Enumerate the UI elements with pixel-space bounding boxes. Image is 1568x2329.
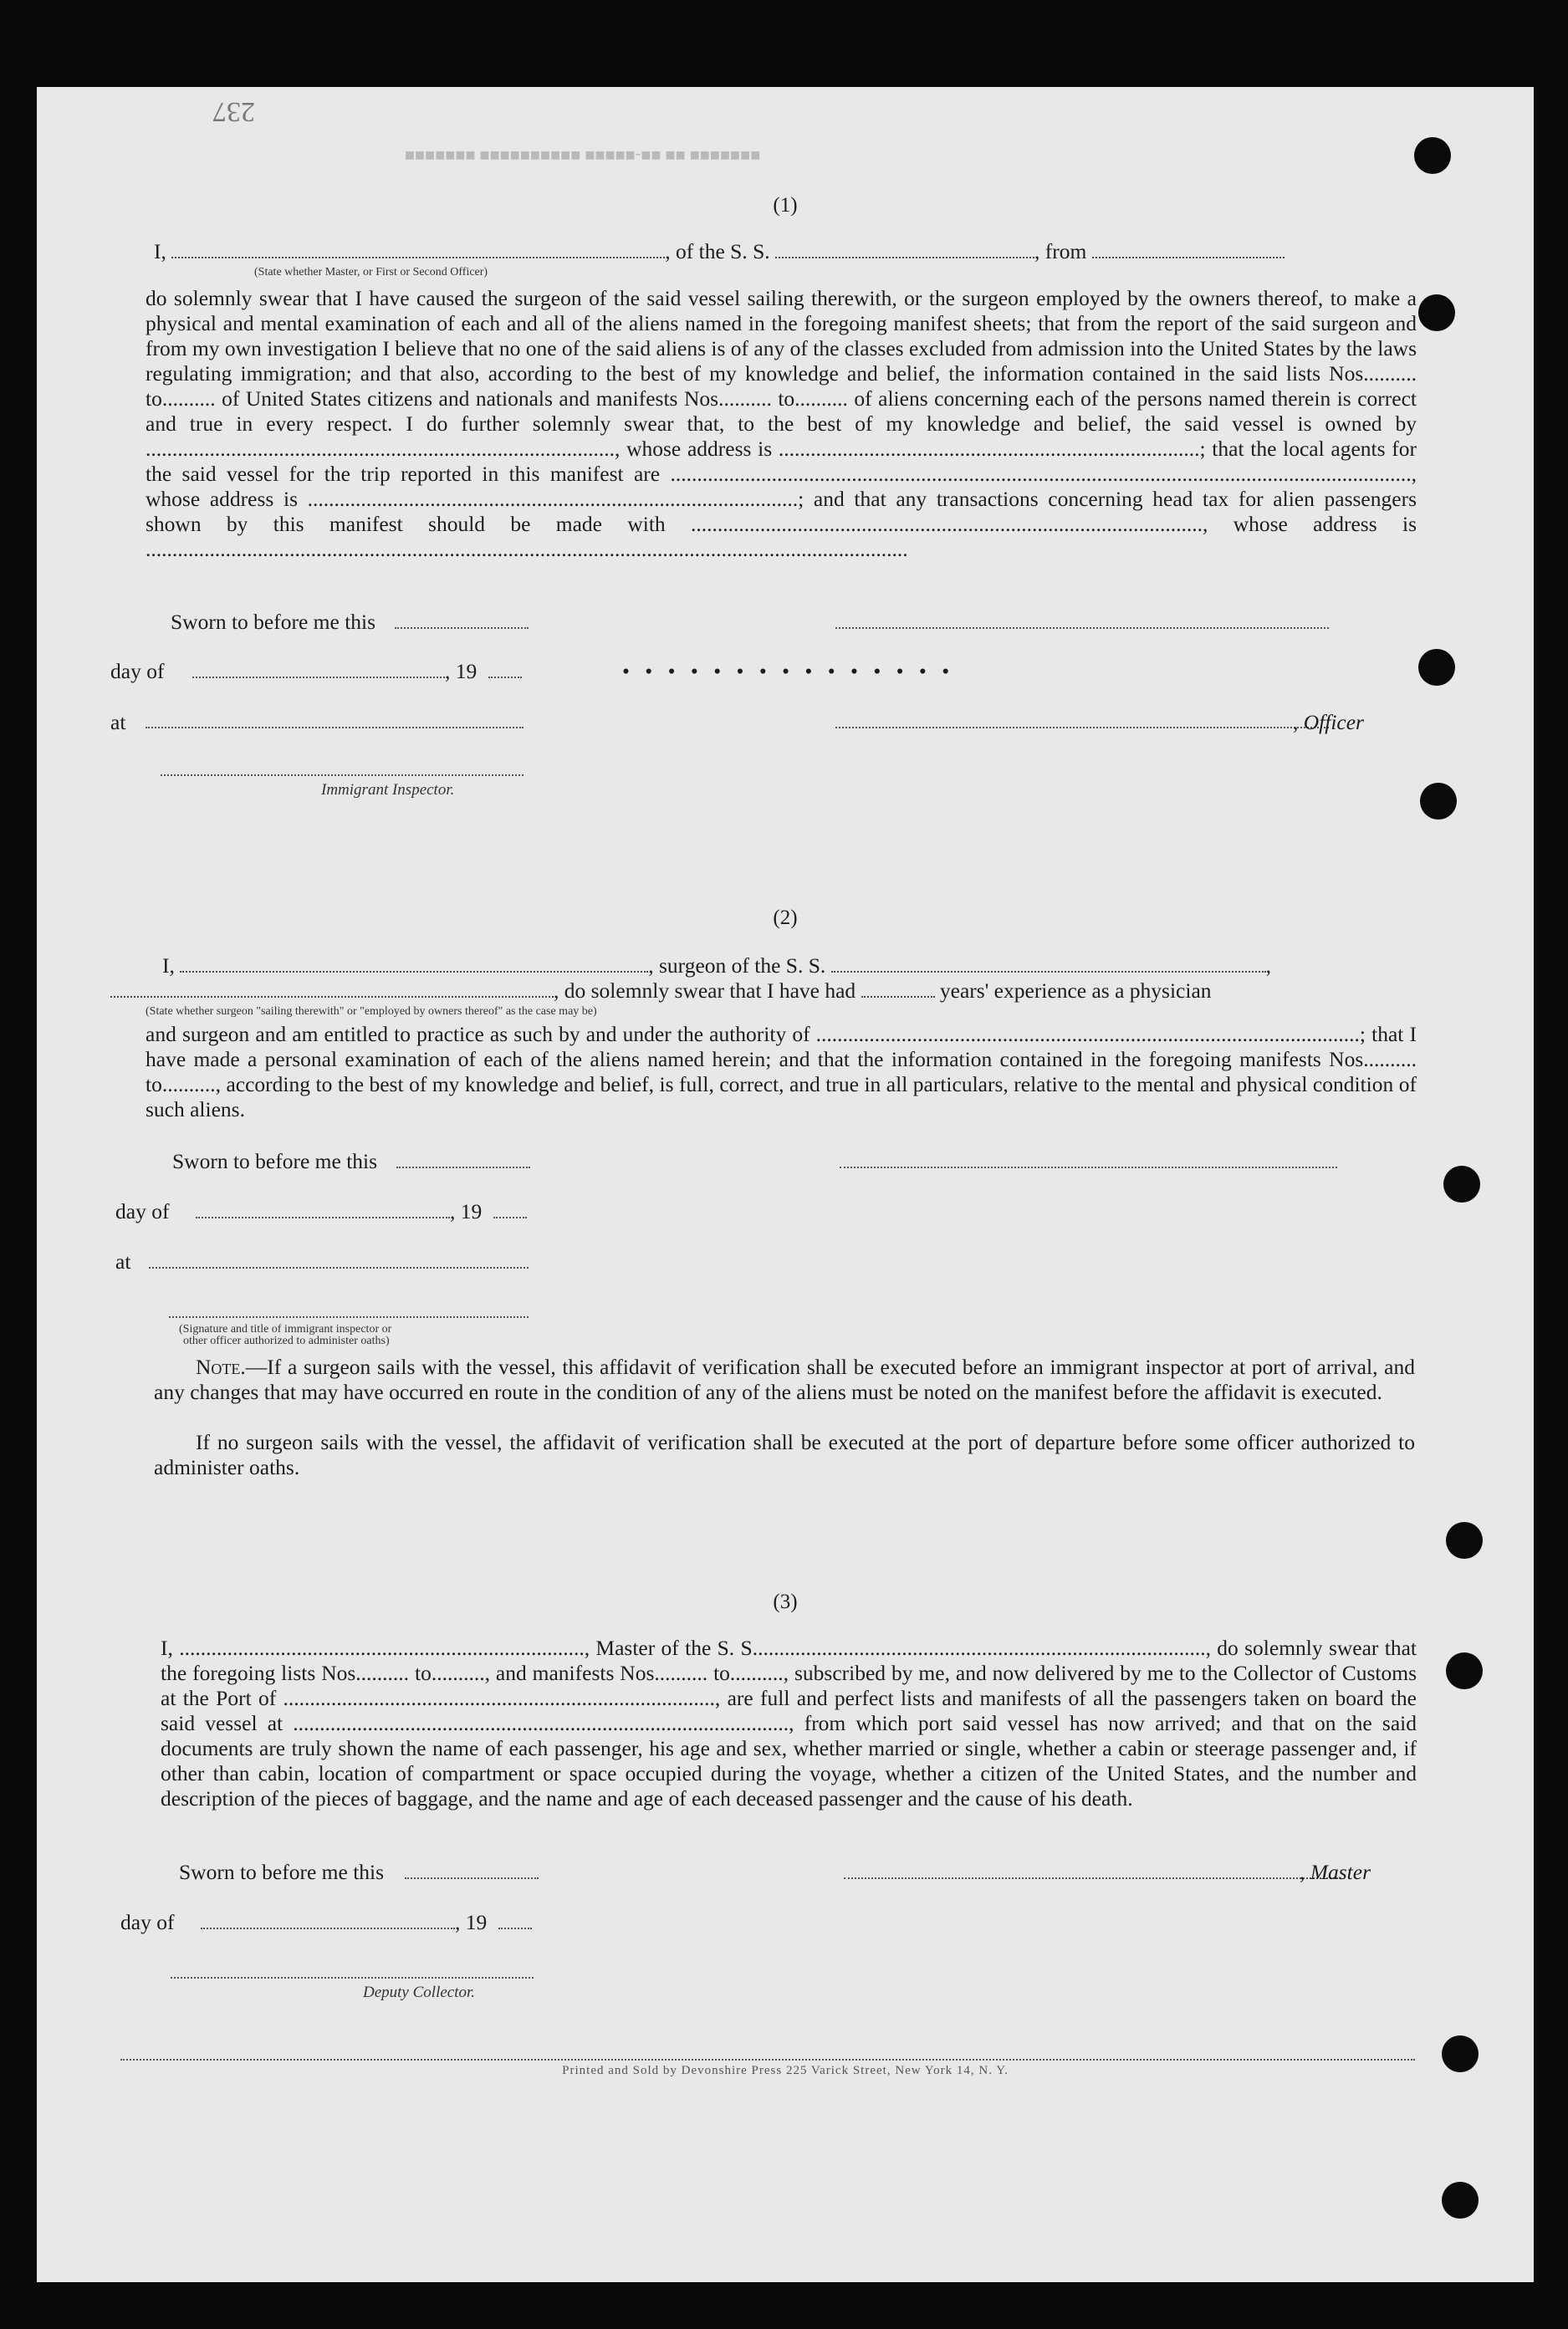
s1-sworn-field[interactable] <box>395 627 529 629</box>
s1-from-field[interactable] <box>1092 240 1285 258</box>
s1-body: do solemnly swear that I have caused the surgeon of the said vessel sailing therewith, or the surgeon employed by the owners thereof, to make a physical and mental examination of each and all of the aliens named in the foregoing manifest sheets; that from the report of the said surgeon and from my own investigation I believe that no one of the said aliens is of any of the classes excluded from admission into the United States by the laws regulating immigration; and that also, according to the best of my knowledge and belief, the information contained in the said lists Nos.......... to.......... of United States citizens and nationals and manifests Nos.......... to.......... of aliens concerning each of the persons named therein is correct and true in every respect. I do further solemnly swear that, to the best of my knowledge and belief, the said vessel is owned by ........................................................................................, whose address is ...............................................................................; that the local agents for the said vessel for the trip reported in this manifest are ..........................................................................................................................................., whose address is ............................................................................................; and that any transactions concerning head tax for alien passengers shown by this manifest should be made with ................................................................................................, whose address is ............................................................................................................................................... <box>146 286 1417 561</box>
section-2-number: (2) <box>773 907 798 929</box>
binder-hole-9 <box>1442 2182 1479 2219</box>
s3-day-of-label: day of <box>120 1910 175 1934</box>
s1-day-of-label: day of <box>110 659 165 683</box>
binder-hole-6 <box>1446 1522 1483 1559</box>
s1-ship-field[interactable] <box>775 240 1034 258</box>
binder-hole-2 <box>1418 294 1455 331</box>
s3-body: I, ............................................................................, Master of the S. S....................................................................................., do solemnly swear that the foregoing lists Nos.......... to.........., and manifests Nos.......... to.........., subscribed by me, and now delivered by me to the Collector of Customs at the Port of ................................................................................., are full and perfect lists and manifests of all the passengers taken on board the said vessel at ............................................................................................., from which port said vessel has now arrived; and that on the said documents are truly shown the name of each passenger, his age and sex, whether married or single, whether a cabin or steerage passenger and, if other than cabin, location of compartment or space occupied during the voyage, whether a citizen of the United States, and the number and description of the pieces of baggage, and the name and age of each deceased passenger and the cause of his death. <box>161 1636 1417 1811</box>
s3-collector-label: Deputy Collector. <box>363 1984 476 2001</box>
s1-from-label: , from <box>1034 239 1087 263</box>
s2-note <box>154 1355 1415 1405</box>
s1-inspector-signature-field[interactable] <box>161 774 524 776</box>
s1-year-label: , 19 <box>445 659 478 683</box>
s1-officer-title-field[interactable] <box>835 727 1329 728</box>
s2-note-text-2: If no surgeon sails with the vessel, the affidavit of verification shall be executed at the port of departure before some officer authorized to administer oaths. <box>154 1430 1415 1479</box>
s1-officer-label: , Officer <box>1293 710 1364 734</box>
s1-officer-signature-field[interactable] <box>835 627 1329 629</box>
s3-year-label: , 19 <box>455 1910 488 1934</box>
s2-i-label: I, <box>162 953 175 978</box>
s2-inspector-signature-field[interactable] <box>169 1316 529 1318</box>
s2-ship-field[interactable] <box>831 954 1266 973</box>
s2-surgeon-name-field[interactable] <box>180 954 648 973</box>
s3-master-label: , Master <box>1300 1860 1371 1884</box>
s2-year-label: , 19 <box>450 1199 483 1223</box>
s3-collector-signature-field[interactable] <box>171 1977 534 1979</box>
s2-line1: I, , surgeon of the S. S. , <box>162 953 1272 978</box>
binder-hole-3 <box>1418 649 1455 686</box>
s2-sig-caption-1: (Signature and title of immigrant inspector or <box>179 1323 392 1336</box>
binder-hole-5 <box>1443 1166 1480 1203</box>
s2-day-of-label: day of <box>115 1199 170 1223</box>
s2-at-label: at <box>115 1249 131 1274</box>
binder-hole-7 <box>1446 1652 1483 1689</box>
s2-sworn-label: Sworn to before me this <box>172 1149 378 1173</box>
handwritten-page-number: 237 <box>212 96 255 127</box>
s2-body: and surgeon and am entitled to practice as such by and under the authority of ......................................................................................................; that I have made a personal examination of each of the aliens named herein; and that the information contained in the foregoing manifests Nos.......... to.........., according to the best of my knowledge and belief, is full, correct, and true in all particulars, relative to the mental and physical condition of such aliens. <box>146 1022 1417 1121</box>
bleed-through-text: ■■■■■■■ ■■ ■■-■■■■■ ■■■■■■■■■■ ■■■■■■■ <box>405 146 761 165</box>
s2-note-label: Note. <box>196 1355 246 1379</box>
printer-imprint: Printed and Sold by Devonshire Press 225 Varick Street, New York 14, N. Y. <box>562 2064 1009 2077</box>
binder-hole-1 <box>1414 137 1451 174</box>
s1-sworn-label: Sworn to before me this <box>171 610 376 634</box>
s2-year-field[interactable] <box>493 1217 527 1218</box>
s1-inspector-label: Immigrant Inspector. <box>321 781 455 799</box>
s2-sig-caption-2: other officer authorized to administer oaths) <box>183 1335 390 1347</box>
section-1-number: (1) <box>773 194 798 217</box>
s2-note-2 <box>154 1430 1415 1480</box>
s2-line2 <box>110 978 1212 1004</box>
s1-ss-label: , of the S. S. <box>665 239 770 263</box>
s2-surgeon-signature-field[interactable] <box>840 1167 1337 1168</box>
s1-at-field[interactable] <box>146 727 524 728</box>
s3-master-signature-field[interactable] <box>844 1877 1341 1879</box>
footer-rule <box>120 2059 1415 2061</box>
s2-ss-label: , surgeon of the S. S. <box>648 953 826 978</box>
s1-year-field[interactable] <box>488 677 522 678</box>
s1-line1 <box>154 239 1285 264</box>
s2-caption: (State whether surgeon "sailing therewith" or "employed by owners thereof" as the case may be) <box>146 1005 597 1018</box>
s2-day-field[interactable] <box>196 1217 450 1218</box>
binder-hole-4 <box>1420 783 1457 820</box>
s1-at-label: at <box>110 710 126 734</box>
s2-note-text: —If a surgeon sails with the vessel, this affidavit of verification shall be executed before an immigrant inspector at port of arrival, and any changes that may have occurred en route in the condition of any of the aliens must be noted on the manifest before the affidavit is executed. <box>154 1355 1415 1404</box>
s2-surgeon-status-field[interactable] <box>110 979 554 998</box>
s1-caption: (State whether Master, or First or Second Officer) <box>254 266 488 278</box>
s2-sworn-field[interactable] <box>396 1167 530 1168</box>
manifest-page <box>37 87 1534 2282</box>
s1-day-field[interactable] <box>192 677 445 678</box>
s3-day-field[interactable] <box>201 1928 455 1929</box>
s2-swear-label: , do solemnly swear that I have had <box>554 978 856 1003</box>
s2-at-field[interactable] <box>149 1267 529 1269</box>
section-3-number: (3) <box>773 1591 798 1613</box>
s1-faint-dots: • • • • • • • • • • • • • • • <box>622 659 955 683</box>
s3-year-field[interactable] <box>498 1928 532 1929</box>
s3-sworn-field[interactable] <box>405 1877 539 1879</box>
s2-years-label: years' experience as a physician <box>939 978 1212 1003</box>
s3-sworn-label: Sworn to before me this <box>179 1860 385 1884</box>
s1-i-label: I, <box>154 239 166 263</box>
s2-years-field[interactable] <box>861 979 935 998</box>
s1-officer-field[interactable] <box>171 240 665 258</box>
